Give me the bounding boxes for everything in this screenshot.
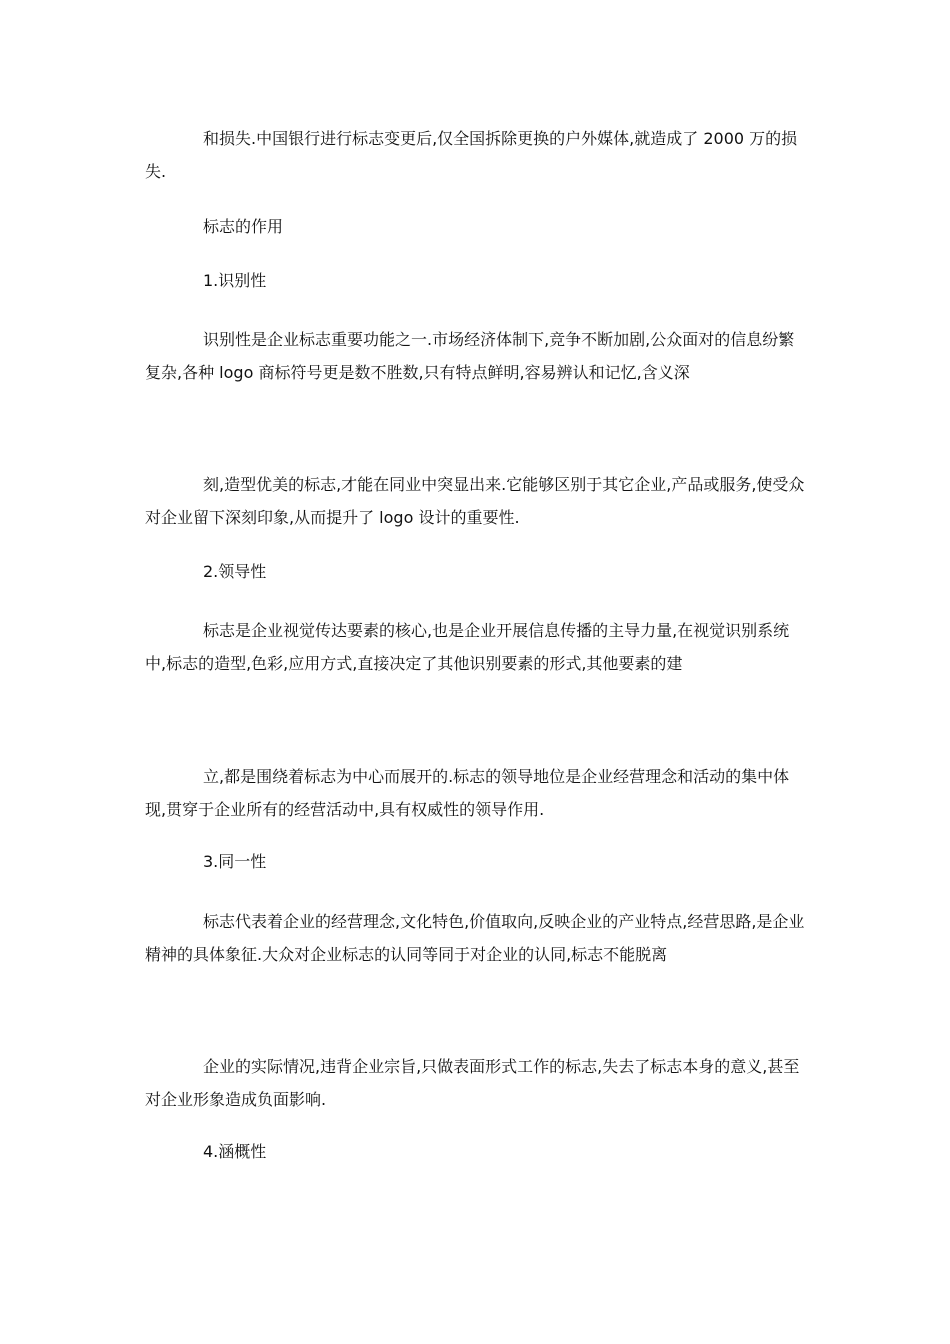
paragraph-leadership-1: 标志是企业视觉传达要素的核心,也是企业开展信息传播的主导力量,在视觉识别系统中,标志的造型,色彩,应用方式,直接决定了其他识别要素的形式,其他要素的建 [145,621,790,673]
paragraph-recognizability-1: 识别性是企业标志重要功能之一.市场经济体制下,竞争不断加剧,公众面对的信息纷繁复杂,各种 logo 商标符号更是数不胜数,只有特点鲜明,容易辨认和记忆,含义深 [145,330,795,382]
paragraph-loss: 和损失.中国银行进行标志变更后,仅全国拆除更换的户外媒体,就造成了 2000 万的损失. [145,129,798,181]
heading-identity: 3.同一性 [203,852,267,871]
paragraph-identity-2: 企业的实际情况,违背企业宗旨,只做表面形式工作的标志,失去了标志本身的意义,甚至对企业形象造成负面影响. [145,1057,800,1109]
heading-leadership: 2.领导性 [203,562,267,581]
heading-comprehensiveness: 4.涵概性 [203,1142,267,1161]
section-title: 标志的作用 [203,217,284,236]
heading-recognizability: 1.识别性 [203,271,267,290]
paragraph-identity-1: 标志代表着企业的经营理念,文化特色,价值取向,反映企业的产业特点,经营思路,是企业精神的具体象征.大众对企业标志的认同等同于对企业的认同,标志不能脱离 [145,912,805,964]
paragraph-leadership-2: 立,都是围绕着标志为中心而展开的.标志的领导地位是企业经营理念和活动的集中体现,贯穿于企业所有的经营活动中,具有权威性的领导作用. [145,767,790,819]
paragraph-recognizability-2: 刻,造型优美的标志,才能在同业中突显出来.它能够区别于其它企业,产品或服务,使受众对企业留下深刻印象,从而提升了 logo 设计的重要性. [145,475,805,527]
